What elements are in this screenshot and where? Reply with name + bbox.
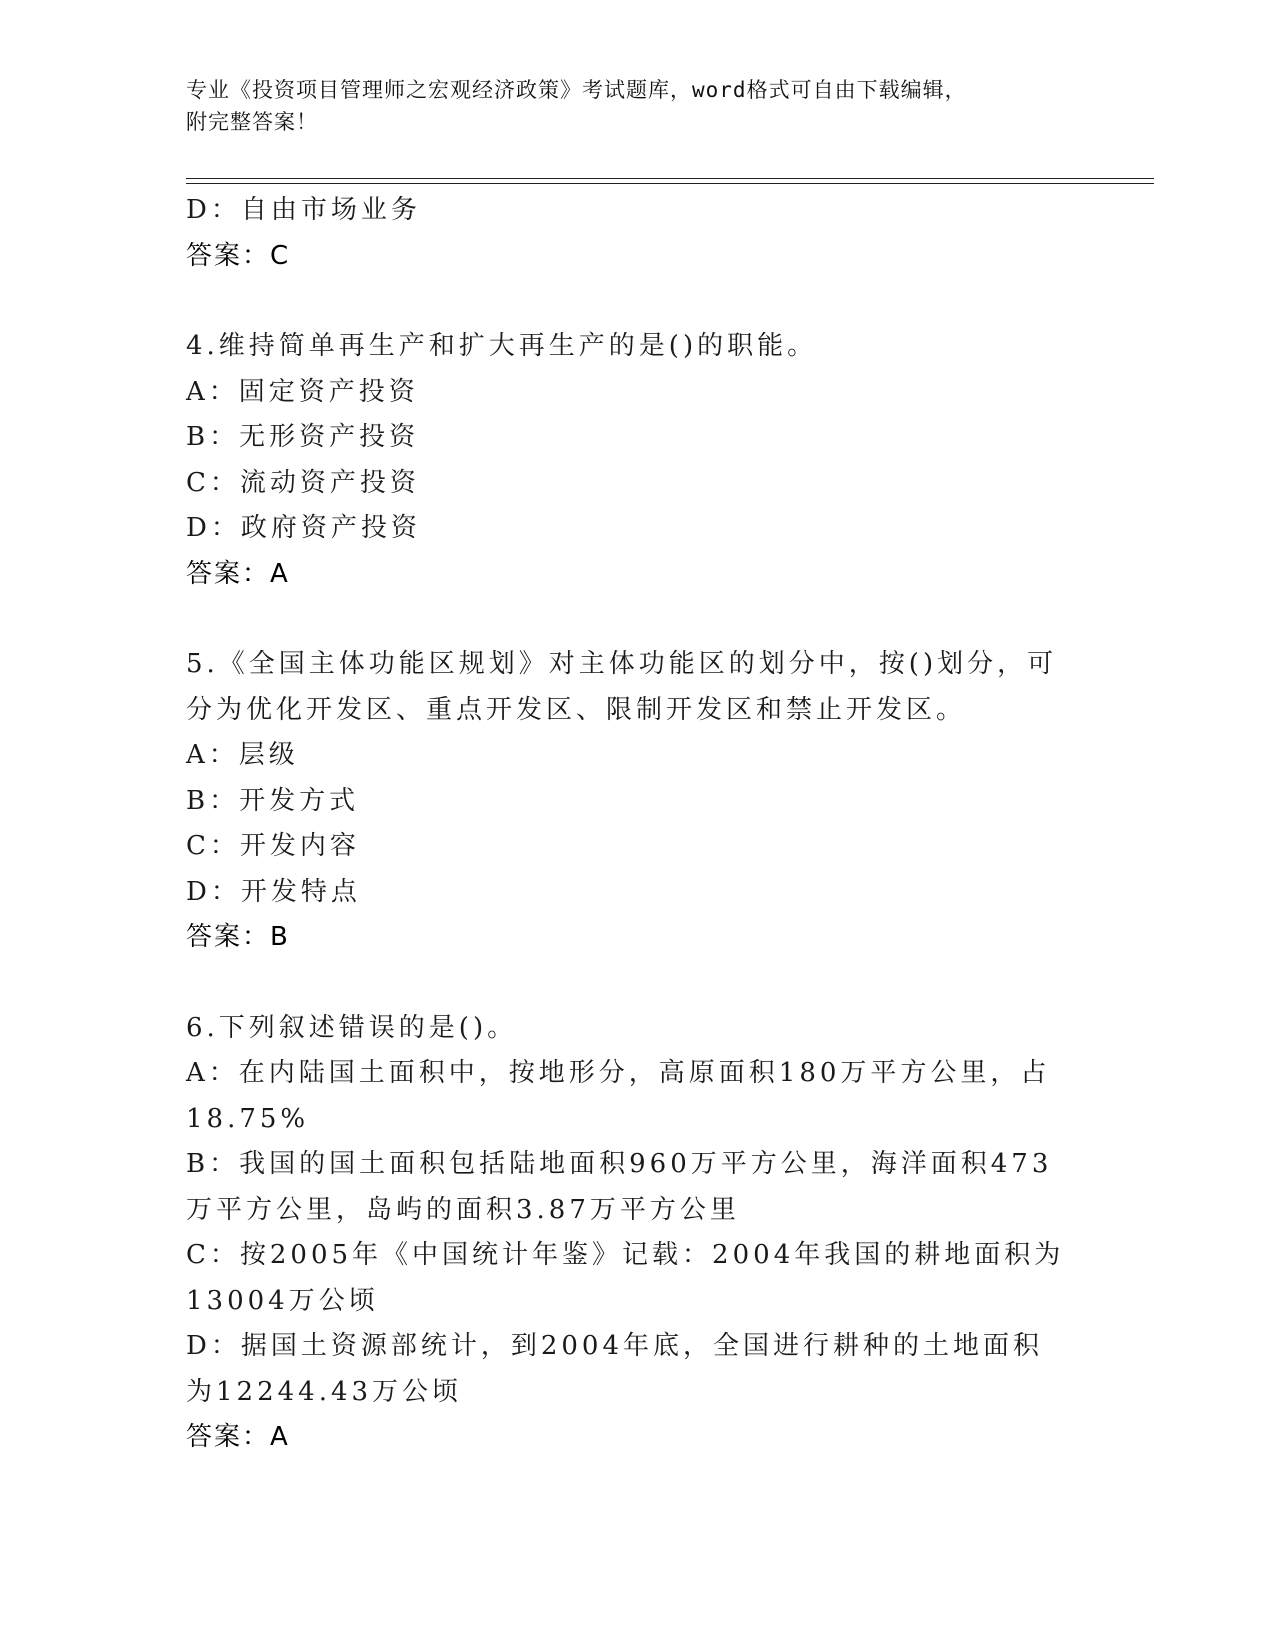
question-stem: 6.下列叙述错误的是()。 [186, 1012, 518, 1043]
answer-line: 答案：A [186, 558, 290, 589]
answer-line: 答案：A [186, 1422, 290, 1452]
question-list [186, 188, 1086, 1461]
header-divider-top [186, 178, 1154, 179]
header-divider-bottom [186, 183, 1154, 184]
answer-line: 答案：B [186, 922, 290, 952]
header-line-2: 附完整答案！ [186, 110, 318, 134]
option-d: D：政府资产投资 [186, 513, 421, 543]
option-c: C：开发内容 [186, 831, 360, 861]
option-b: B：开发方式 [186, 785, 360, 816]
spacer [186, 961, 1086, 1006]
option-c: C：流动资产投资 [186, 467, 420, 498]
answer-line: 答案：C [186, 240, 291, 271]
option-d: D：开发特点 [186, 876, 361, 907]
question-stem: 4.维持简单再生产和扩大再生产的是()的职能。 [186, 331, 818, 361]
question-4 [186, 324, 1086, 597]
option-a: A：在内陆国土面积中，按地形分，高原面积180万平方公里，占18.75% [186, 1058, 1051, 1134]
question-5 [186, 642, 1086, 961]
question-3-tail [186, 188, 1086, 279]
option-a: A：固定资产投资 [186, 376, 419, 407]
option-b: B：无形资产投资 [186, 422, 420, 452]
spacer [186, 279, 1086, 324]
spacer [186, 597, 1086, 642]
option-b: B：我国的国土面积包括陆地面积960万平方公里，海洋面积473万平方公里，岛屿的面积3.87万平方公里 [186, 1149, 1053, 1225]
option-c: C：按2005年《中国统计年鉴》记载：2004年我国的耕地面积为13004万公顷 [186, 1240, 1065, 1316]
question-6 [186, 1006, 1086, 1461]
header-line-1: 专业《投资项目管理师之宏观经济政策》考试题库，word格式可自由下载编辑， [186, 78, 967, 102]
document-header [186, 74, 1066, 138]
option-a: A：层级 [186, 740, 299, 770]
option-d: D：据国土资源部统计，到2004年底，全国进行耕种的土地面积为12244.43万公顷 [186, 1331, 1044, 1407]
question-stem: 5.《全国主体功能区规划》对主体功能区的划分中，按()划分，可分为优化开发区、重点开发区、限制开发区和禁止开发区。 [186, 649, 1058, 725]
option-d: D：自由市场业务 [186, 195, 421, 225]
